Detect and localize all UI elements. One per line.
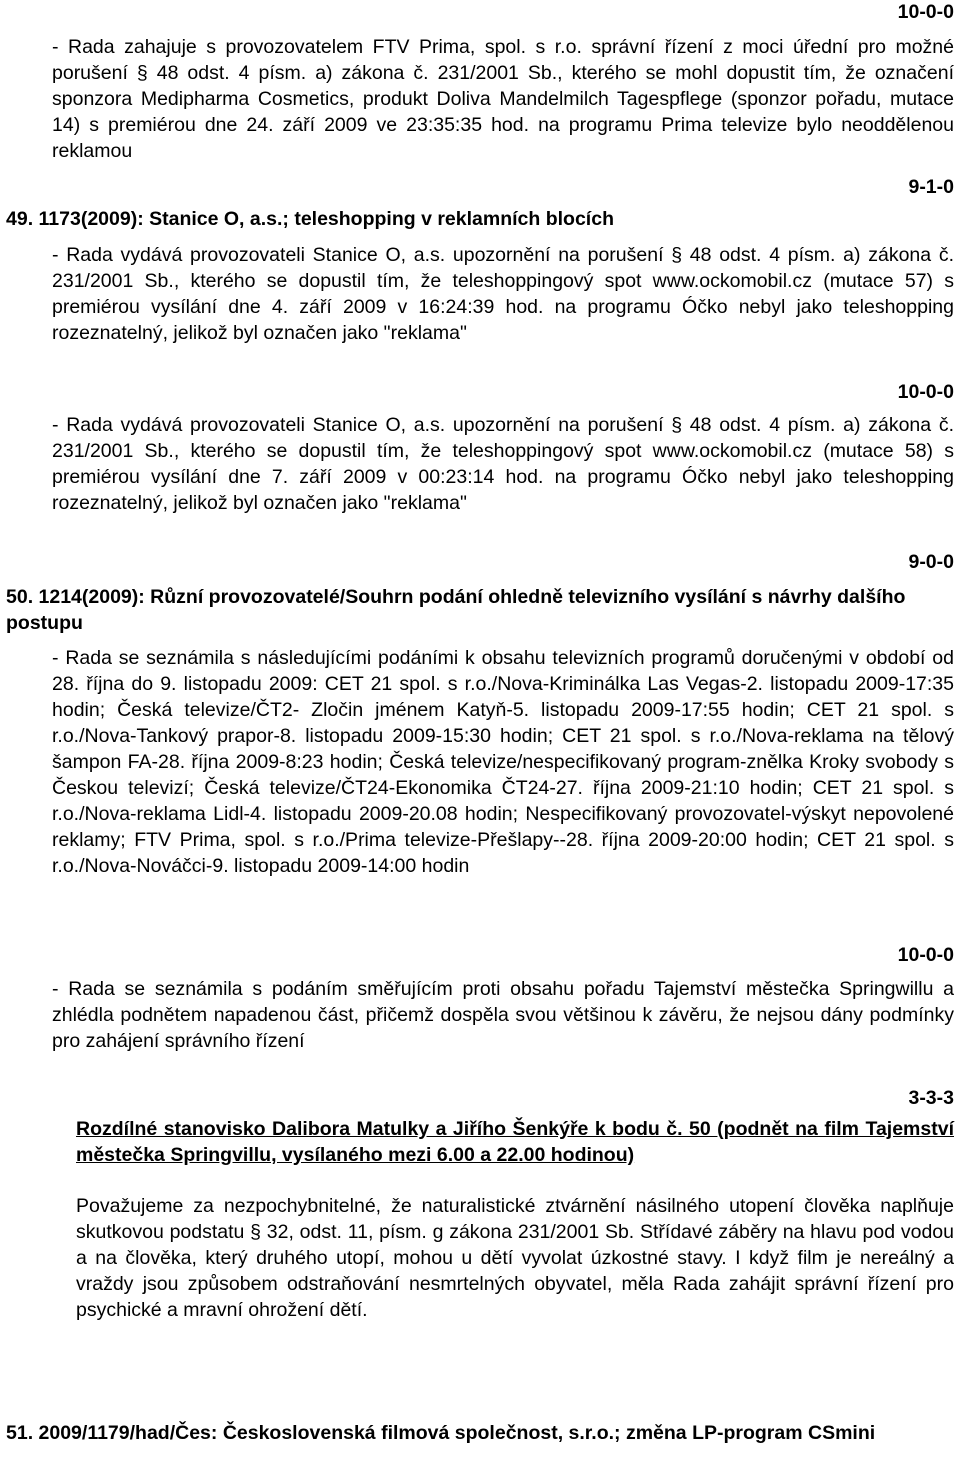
agenda-item-heading: 49. 1173(2009): Stanice O, a.s.; teleshopping v reklamních blocích (6, 208, 614, 230)
agenda-item-heading: 50. 1214(2009): Různí provozovatelé/Souhrn podání ohledně televizního vysílání s návrhy dalšího postupu (6, 586, 906, 634)
agenda-item-heading: 51. 2009/1179/had/Čes: Československá filmová společnost, s.r.o.; změna LP-program CSmini (6, 1422, 876, 1444)
resolution-paragraph: - Rada vydává provozovateli Stanice O, a.s. upozornění na porušení § 48 odst. 4 písm. a) zákona č. 231/2001 Sb., kterého se dopustil tím, že teleshoppingový spot www.ockomobil.cz (mutace 58) s premiérou vysílání dne 7. září 2009 v 00:23:14 hod. na programu Óčko nebyl jako teleshopping rozeznatelný, jelikož byl označen jako "reklama" (52, 414, 954, 514)
vote-result: 9-1-0 (908, 176, 954, 198)
resolution-paragraph: - Rada vydává provozovateli Stanice O, a.s. upozornění na porušení § 48 odst. 4 písm. a) zákona č. 231/2001 Sb., kterého se dopustil tím, že teleshoppingový spot www.ockomobil.cz (mutace 57) s premiérou vysílání dne 4. září 2009 v 16:24:39 hod. na programu Óčko nebyl jako teleshopping rozeznatelný, jelikož byl označen jako "reklama" (52, 244, 954, 344)
resolution-paragraph: - Rada se seznámila s následujícími podáními k obsahu televizních programů doručenými v období od 28. října do 9. listopadu 2009: CET 21 spol. s r.o./Nova-Kriminálka Las Vegas-2. listopadu 2009-17:35 hodin; Česká televize/ČT2- Zločin jménem Katyň-5. listopadu 2009-17:55 hodin; CET 21 spol. s r.o./Nova-Tankový prapor-8. listopadu 2009-15:30 hodin; CET 21 spol. s r.o./Nova-reklama na tělový šampon FA-28. října 2009-8:23 hodin; Česká televize/nespecifikovaný program-znělka Kroky svobody s Českou televizí; Česká televize/ČT24-Ekonomika ČT24-27. října 2009-21:10 hodin; CET 21 spol. s r.o./Nova-reklama Lidl-4. listopadu 2009-20.08 hodin; Nespecifikovaný provozovatel-výskyt nepovolené reklamy; FTV Prima, spol. s r.o./Prima televize-Přešlapy--28. října 2009-20:00 hodin; CET 21 spol. s r.o./Nova-Nováčci-9. listopadu 2009-14:00 hodin (52, 647, 954, 877)
resolution-paragraph: - Rada se seznámila s podáním směřujícím proti obsahu pořadu Tajemství městečka Springwillu a zhlédla podnětem napadenou část, přičemž dospěla svou většinou k závěru, že nejsou dány podmínky pro zahájení správního řízení (52, 978, 954, 1052)
vote-result: 10-0-0 (897, 1, 954, 23)
vote-result: 10-0-0 (897, 944, 954, 966)
dissenting-opinion-text: Považujeme za nezpochybnitelné, že naturalistické ztvárnění násilného utopení člověka naplňuje skutkovou podstatu § 32, odst. 11, písm. g zákona 231/2001 Sb. Střídavé záběry na hlavu pod vodou a na člověka, který druhého utopí, mohou u dětí vyvolat úzkostné stavy. I když film je nereálný a vraždy jsou způsobem odstraňování nesmrtelných obyvatel, měla Rada zahájit správní řízení pro psychické a mravní ohrožení dětí. (76, 1195, 954, 1321)
vote-result: 3-3-3 (908, 1087, 954, 1109)
vote-result: 10-0-0 (897, 381, 954, 403)
dissenting-opinion-title: Rozdílné stanovisko Dalibora Matulky a Jiřího Šenkýře k bodu č. 50 (podnět na film Tajemství městečka Springvillu, vysílaného mezi 6.00 a 22.00 hodinou) (76, 1118, 954, 1166)
resolution-paragraph: - Rada zahajuje s provozovatelem FTV Prima, spol. s r.o. správní řízení z moci úřední pro možné porušení § 48 odst. 4 písm. a) zákona č. 231/2001 Sb., kterého se mohl dopustit tím, že označení sponzora Medipharma Cosmetics, produkt Doliva Mandelmilch Tagespflege (sponzor pořadu, mutace 14) s premiérou dne 24. září 2009 ve 23:35:35 hod. na programu Prima televize bylo neoddělenou reklamou (52, 36, 954, 162)
vote-result: 9-0-0 (908, 551, 954, 573)
